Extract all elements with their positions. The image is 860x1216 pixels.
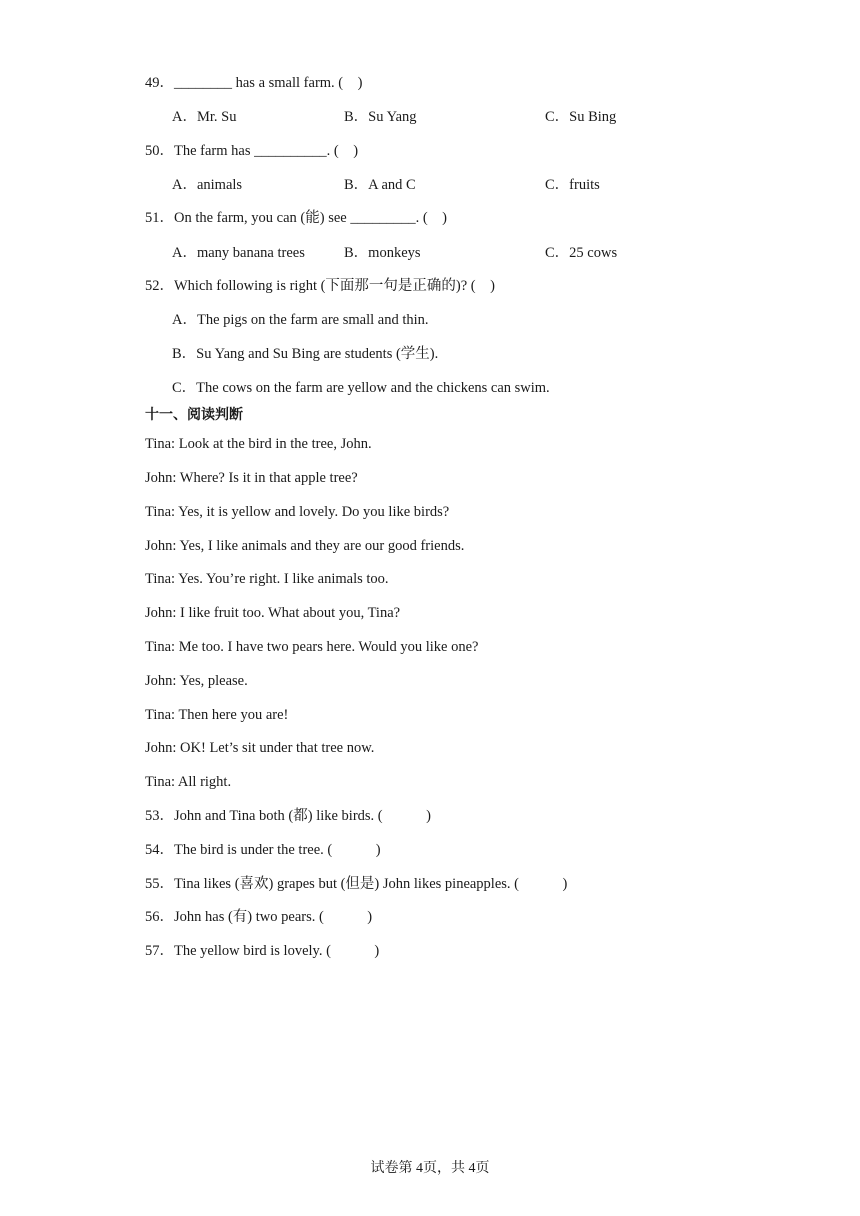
question-49-stem: 49．________ has a small farm. ( ) [145, 75, 363, 91]
dialogue-line: Tina: Yes. You’re right. I like animals too. [145, 571, 389, 587]
question-50-stem: 50．The farm has __________. ( ) [145, 143, 359, 159]
judgment-56: 56．John has (有) two pears. ( ) [145, 909, 373, 925]
dialogue-line: John: I like fruit too. What about you, Tina? [145, 605, 401, 621]
judgment-53: 53．John and Tina both (都) like birds. ( ) [145, 808, 431, 824]
dialogue-line: Tina: Me too. I have two pears here. Would you like one? [145, 639, 479, 655]
question-49-option-a: A．Mr. Su [172, 109, 237, 125]
question-50-option-a: A．animals [172, 177, 243, 193]
question-52-option-b: B．Su Yang and Su Bing are students (学生). [172, 346, 439, 362]
question-52-option-c: C．The cows on the farm are yellow and the chickens can swim. [172, 380, 550, 396]
question-52-option-a: A．The pigs on the farm are small and thin. [172, 312, 429, 328]
judgment-57: 57．The yellow bird is lovely. ( ) [145, 943, 380, 959]
dialogue-line: John: Yes, I like animals and they are our good friends. [145, 538, 465, 554]
question-51-stem: 51．On the farm, you can (能) see _________. ( ) [145, 210, 448, 226]
dialogue-line: John: Where? Is it in that apple tree? [145, 470, 358, 486]
dialogue-line: Tina: All right. [145, 774, 232, 790]
dialogue-line: John: OK! Let’s sit under that tree now. [145, 740, 375, 756]
dialogue-line: Tina: Yes, it is yellow and lovely. Do you like birds? [145, 504, 450, 520]
section-title: 十一、阅读判断 [145, 407, 243, 423]
dialogue-line: John: Yes, please. [145, 673, 248, 689]
question-50-option-b: B．A and C [344, 177, 416, 193]
judgment-54: 54．The bird is under the tree. ( ) [145, 842, 381, 858]
question-51-option-b: B．monkeys [344, 245, 421, 261]
question-49-option-b: B．Su Yang [344, 109, 417, 125]
dialogue-line: Tina: Look at the bird in the tree, John. [145, 436, 372, 452]
question-50-option-c: C．fruits [545, 177, 600, 193]
question-49-option-c: C．Su Bing [545, 109, 617, 125]
dialogue-line: Tina: Then here you are! [145, 707, 289, 723]
judgment-55: 55．Tina likes (喜欢) grapes but (但是) John likes pineapples. ( ) [145, 876, 568, 892]
question-51-option-a: A．many banana trees [172, 245, 305, 261]
page-footer: 试卷第 4页，共 4页 [370, 1161, 490, 1176]
question-52-stem: 52．Which following is right (下面那一句是正确的)? ( ) [145, 278, 495, 294]
question-51-option-c: C．25 cows [545, 245, 618, 261]
